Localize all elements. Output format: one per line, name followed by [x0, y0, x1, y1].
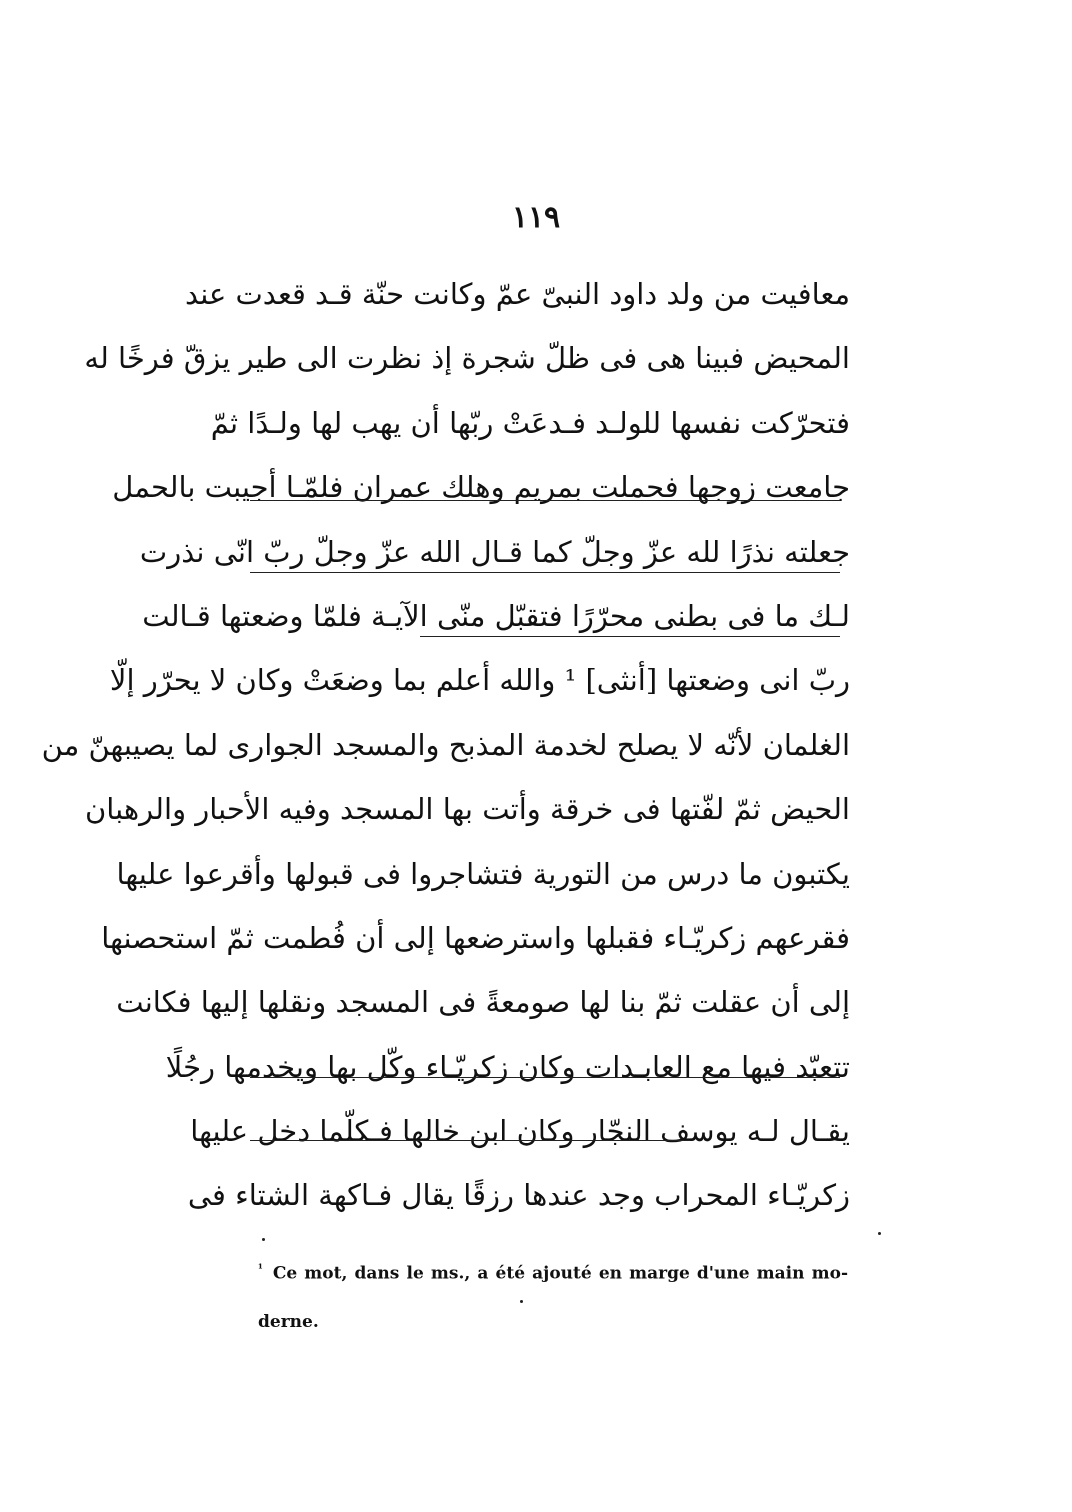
text-line: فتحرّكت نفسها للولـد فـدعَتْ ربّها أن يهب لها ولـدًا ثمّ [210, 405, 850, 440]
text-line: جعلته نذرًا لله عزّ وجلّ كما قـال الله عزّ وجلّ ربّ انّى نذرت [139, 534, 850, 569]
footnote-marker: ¹ [258, 1262, 263, 1275]
text-line: زكريّـاء المحراب وجد عندها رزقًا يقال فـاكهة الشتاء فى [187, 1178, 850, 1213]
text-line: جامعت زوجها فحملت بمريم وهلك عمران فلمّـا أجيبت بالحمل [112, 470, 850, 505]
underline-rule [250, 500, 840, 501]
footnote-text: Ce mot, dans le ms., a été ajouté en marge d'une main mo- [272, 1263, 848, 1284]
underline-rule [250, 1140, 690, 1141]
text-line: فقرعهم زكريّـاء فقبلها واسترضعها إلى أن فُطمت ثمّ استحصنها [101, 920, 850, 955]
scan-speck [520, 1300, 523, 1303]
text-line: الغلمان لأنّه لا يصلح لخدمة المذبح والمسجد الجوارى لما يصيبهنّ من [41, 727, 850, 762]
text-line: ربّ انى وضعتها [أنثى] ¹ والله أعلم بما وضعَتْ وكان لا يحرّر إلّا [109, 663, 850, 698]
text-line: إلى أن عقلت ثمّ بنا لها صومعةً فى المسجد ونقلها إليها فكانت [116, 985, 850, 1020]
footnote [258, 1245, 848, 1346]
page-number: ١١٩ [511, 200, 561, 235]
text-line: الحيض ثمّ لفّتها فى خرقة وأتت بها المسجد وفيه الأحبار والرهبان [85, 792, 850, 827]
text-line: تتعبّد فيها مع العابـدات وكان زكريّـاء وكّل بها ويخدمها رجُلًا [165, 1049, 850, 1084]
text-line: المحيض فبينا هى فى ظلّ شجرة إذ نظرت الى طير يزقّ فرخًا له [84, 341, 850, 376]
scan-speck [262, 1238, 265, 1241]
footnote-line: derne. [258, 1311, 319, 1332]
underline-rule [250, 572, 840, 573]
arabic-body-text [41, 262, 850, 1228]
text-line: يكتبون ما درس من التورية فتشاجروا فى قبولها وأقرعوا عليها [116, 856, 850, 891]
text-line: يقـال لـه يوسف النجّار وكان ابن خالها فـكلّما دخل عليها [190, 1114, 850, 1149]
text-line: معافيت من ولد داود النبىّ عمّ وكانت حنّة قـد قعدت عند [184, 277, 850, 311]
underline-rule [420, 636, 840, 637]
scan-speck [878, 1232, 881, 1235]
footnote-line [258, 1245, 848, 1298]
text-line: لـك ما فى بطنى محرّرًا فتقبّل منّى الآيـة فلمّا وضعتها قـالت [142, 598, 850, 633]
underline-rule [250, 1077, 840, 1078]
